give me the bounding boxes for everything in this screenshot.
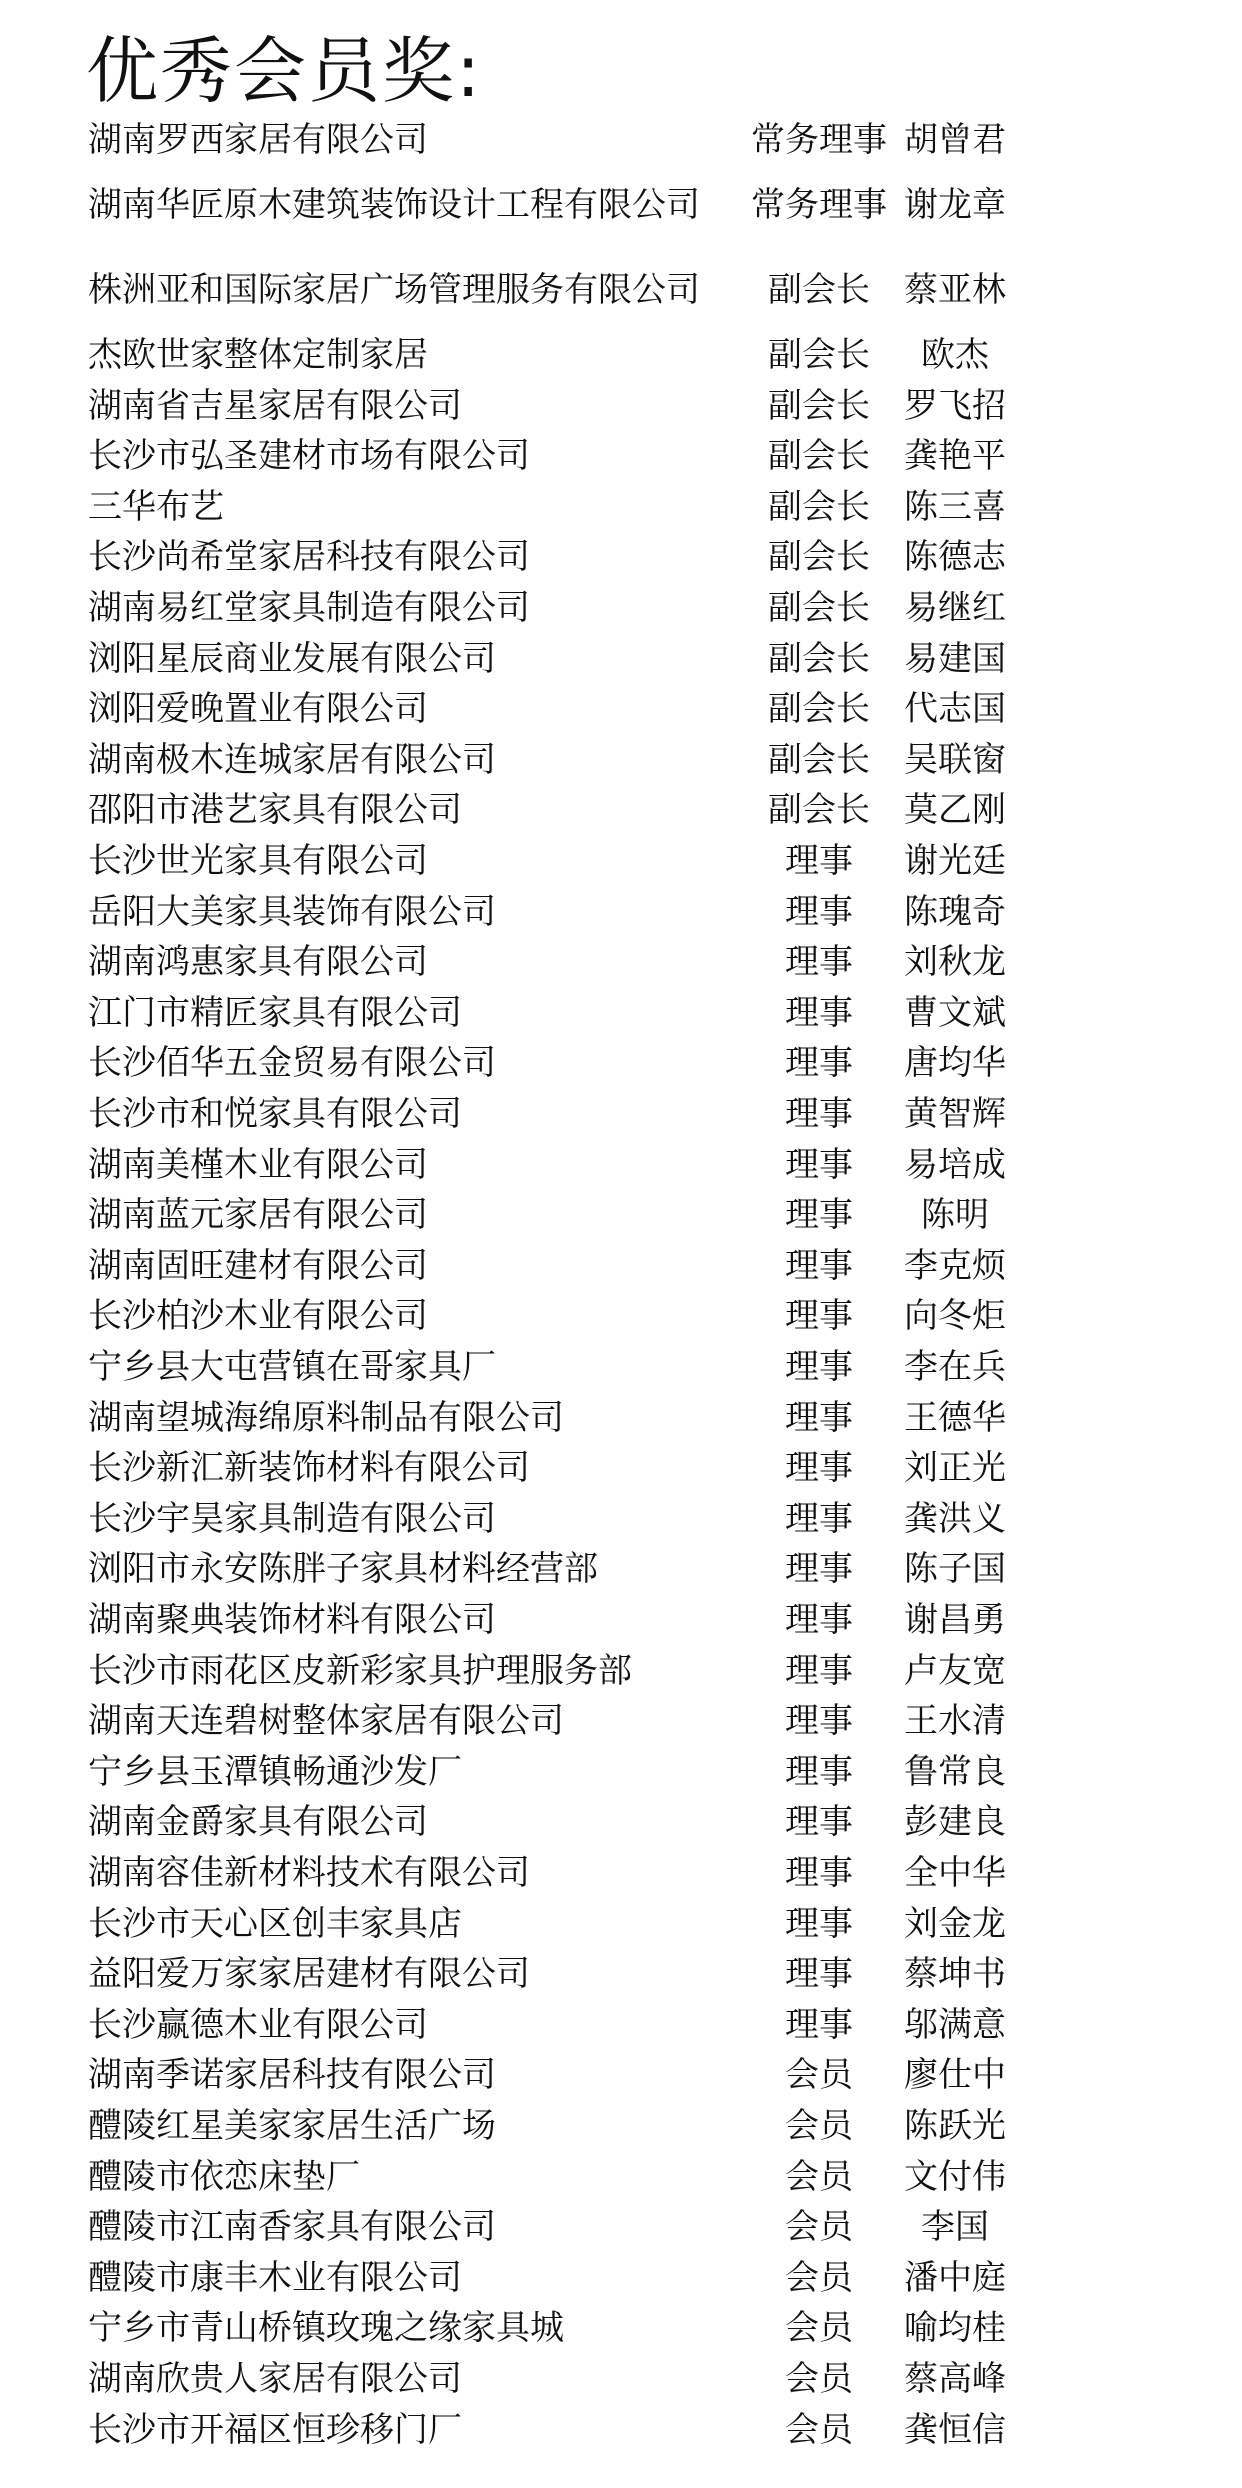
member-role: 理事 (785, 942, 853, 983)
member-role: 理事 (785, 1397, 853, 1438)
person-name: 龚恒信 (904, 2409, 1006, 2450)
company-name: 宁乡县玉潭镇畅通沙发厂 (88, 1751, 462, 1792)
person-name: 邬满意 (904, 2004, 1006, 2045)
person-name: 李国 (921, 2207, 989, 2248)
company-name: 宁乡县大屯营镇在哥家具厂 (88, 1347, 496, 1387)
person-name: 向冬炬 (904, 1296, 1006, 1337)
company-name: 长沙市天心区创丰家具店 (88, 1903, 462, 1944)
member-role: 理事 (785, 1600, 853, 1640)
person-name: 蔡亚林 (904, 270, 1006, 310)
member-row (0, 1443, 1242, 1493)
company-name: 醴陵红星美家家居生活广场 (88, 2106, 496, 2146)
member-row (0, 2303, 1242, 2353)
person-name: 潘中庭 (904, 2257, 1006, 2298)
person-name: 曹文斌 (904, 992, 1006, 1033)
member-role: 理事 (785, 1701, 853, 1742)
company-name: 湖南固旺建材有限公司 (88, 1245, 428, 1286)
person-name: 吴联窗 (904, 739, 1006, 780)
member-row (0, 937, 1242, 987)
company-name: 湖南望城海绵原料制品有限公司 (88, 1397, 564, 1438)
person-name: 易继红 (904, 588, 1006, 628)
member-row (0, 1393, 1242, 1443)
person-name: 唐均华 (904, 1043, 1006, 1084)
person-name: 谢昌勇 (904, 1600, 1006, 1640)
person-name: 陈子国 (904, 1549, 1006, 1590)
company-name: 长沙新汇新装饰材料有限公司 (88, 1448, 530, 1489)
member-row (0, 1696, 1242, 1746)
company-name: 醴陵市康丰木业有限公司 (88, 2257, 462, 2298)
member-row (0, 1899, 1242, 1949)
company-name: 长沙市弘圣建材市场有限公司 (88, 436, 530, 477)
member-role: 会员 (785, 2156, 853, 2197)
person-name: 全中华 (904, 1853, 1006, 1893)
member-role: 理事 (785, 1954, 853, 1995)
member-row (0, 2253, 1242, 2303)
member-row (0, 265, 1242, 315)
member-role: 会员 (785, 2257, 853, 2298)
company-name: 浏阳爱晚置业有限公司 (88, 689, 428, 730)
member-row (0, 1544, 1242, 1594)
member-role: 副会长 (768, 385, 870, 426)
member-role: 会员 (785, 2055, 853, 2096)
member-row (0, 2405, 1242, 2455)
company-name: 长沙赢德木业有限公司 (88, 2004, 428, 2045)
person-name: 易培成 (904, 1144, 1006, 1185)
member-row (0, 2000, 1242, 2050)
company-name: 湖南罗西家居有限公司 (88, 120, 428, 160)
member-row (0, 1747, 1242, 1797)
member-row (0, 1595, 1242, 1645)
company-name: 长沙市开福区恒珍移门厂 (88, 2409, 462, 2450)
company-name: 浏阳市永安陈胖子家具材料经营部 (88, 1549, 598, 1590)
company-name: 醴陵市依恋床垫厂 (88, 2156, 360, 2197)
person-name: 龚艳平 (904, 436, 1006, 477)
member-role: 常务理事 (751, 185, 887, 225)
member-row (0, 2101, 1242, 2151)
member-row (0, 1848, 1242, 1898)
person-name: 陈三喜 (904, 486, 1006, 527)
person-name: 蔡坤书 (904, 1954, 1006, 1995)
person-name: 谢光廷 (904, 841, 1006, 881)
member-row (0, 1797, 1242, 1847)
member-role: 理事 (785, 1448, 853, 1489)
person-name: 文付伟 (904, 2156, 1006, 2197)
member-role: 理事 (785, 1094, 853, 1134)
member-role: 理事 (785, 1195, 853, 1236)
member-row (0, 1646, 1242, 1696)
member-row (0, 988, 1242, 1038)
member-role: 理事 (785, 1751, 853, 1792)
member-role: 会员 (785, 2207, 853, 2248)
member-row (0, 1089, 1242, 1139)
member-role: 理事 (785, 891, 853, 932)
member-role: 理事 (785, 1296, 853, 1337)
person-name: 罗飞招 (904, 385, 1006, 426)
member-row (0, 836, 1242, 886)
person-name: 黄智辉 (904, 1094, 1006, 1134)
member-row (0, 180, 1242, 230)
member-role: 理事 (785, 1853, 853, 1893)
company-name: 湖南省吉星家居有限公司 (88, 385, 462, 426)
member-role: 理事 (785, 1802, 853, 1843)
member-role: 理事 (785, 1549, 853, 1590)
member-role: 理事 (785, 1144, 853, 1185)
company-name: 醴陵市江南香家具有限公司 (88, 2207, 496, 2248)
member-role: 会员 (785, 2106, 853, 2146)
company-name: 湖南极木连城家居有限公司 (88, 739, 496, 780)
member-role: 理事 (785, 992, 853, 1033)
member-row (0, 115, 1242, 165)
member-role: 副会长 (768, 335, 870, 375)
company-name: 长沙尚希堂家居科技有限公司 (88, 537, 530, 578)
member-row (0, 634, 1242, 684)
person-name: 代志国 (904, 689, 1006, 730)
member-row (0, 583, 1242, 633)
member-role: 会员 (785, 2308, 853, 2349)
member-row (0, 2152, 1242, 2202)
company-name: 湖南鸿惠家具有限公司 (88, 942, 428, 983)
member-row (0, 482, 1242, 532)
company-name: 湖南欣贵人家居有限公司 (88, 2359, 462, 2399)
member-row (0, 1494, 1242, 1544)
member-row (0, 1140, 1242, 1190)
company-name: 湖南美槿木业有限公司 (88, 1144, 428, 1185)
member-row (0, 532, 1242, 582)
member-role: 副会长 (768, 486, 870, 527)
person-name: 李在兵 (904, 1347, 1006, 1387)
member-role: 副会长 (768, 790, 870, 831)
member-row (0, 1291, 1242, 1341)
member-role: 理事 (785, 1903, 853, 1944)
person-name: 王德华 (904, 1397, 1006, 1438)
member-role: 副会长 (768, 270, 870, 310)
member-role: 副会长 (768, 588, 870, 628)
member-role: 副会长 (768, 739, 870, 780)
company-name: 湖南聚典装饰材料有限公司 (88, 1600, 496, 1640)
member-role: 理事 (785, 1650, 853, 1691)
person-name: 易建国 (904, 638, 1006, 679)
member-role: 副会长 (768, 537, 870, 578)
company-name: 湖南容佳新材料技术有限公司 (88, 1853, 530, 1893)
member-row (0, 431, 1242, 481)
person-name: 陈跃光 (904, 2106, 1006, 2146)
company-name: 益阳爱万家家居建材有限公司 (88, 1954, 530, 1995)
company-name: 长沙市和悦家具有限公司 (88, 1094, 462, 1134)
member-role: 理事 (785, 1245, 853, 1286)
person-name: 胡曾君 (904, 120, 1006, 160)
company-name: 长沙佰华五金贸易有限公司 (88, 1043, 496, 1084)
person-name: 陈瑰奇 (904, 891, 1006, 932)
company-name: 株洲亚和国际家居广场管理服务有限公司 (88, 270, 700, 310)
company-name: 浏阳星辰商业发展有限公司 (88, 638, 496, 679)
company-name: 长沙世光家具有限公司 (88, 841, 428, 881)
person-name: 刘金龙 (904, 1903, 1006, 1944)
member-row (0, 887, 1242, 937)
member-row (0, 684, 1242, 734)
member-role: 副会长 (768, 638, 870, 679)
person-name: 李克烦 (904, 1245, 1006, 1286)
person-name: 陈德志 (904, 537, 1006, 578)
person-name: 王水清 (904, 1701, 1006, 1742)
member-row (0, 1241, 1242, 1291)
member-role: 会员 (785, 2359, 853, 2399)
member-role: 理事 (785, 841, 853, 881)
company-name: 江门市精匠家具有限公司 (88, 992, 462, 1033)
member-row (0, 2202, 1242, 2252)
person-name: 刘正光 (904, 1448, 1006, 1489)
member-role: 理事 (785, 1347, 853, 1387)
person-name: 彭建良 (904, 1802, 1006, 1843)
company-name: 邵阳市港艺家具有限公司 (88, 790, 462, 831)
company-name: 三华布艺 (88, 486, 224, 527)
person-name: 卢友宽 (904, 1650, 1006, 1691)
person-name: 鲁常良 (904, 1751, 1006, 1792)
company-name: 湖南金爵家具有限公司 (88, 1802, 428, 1843)
page-title: 优秀会员奖: (86, 29, 483, 113)
member-row (0, 1342, 1242, 1392)
member-role: 理事 (785, 1043, 853, 1084)
member-row (0, 735, 1242, 785)
member-row (0, 330, 1242, 380)
company-name: 宁乡市青山桥镇玫瑰之缘家具城 (88, 2308, 564, 2349)
member-role: 副会长 (768, 689, 870, 730)
member-row (0, 381, 1242, 431)
person-name: 莫乙刚 (904, 790, 1006, 831)
member-row (0, 2050, 1242, 2100)
company-name: 湖南季诺家居科技有限公司 (88, 2055, 496, 2096)
person-name: 陈明 (921, 1195, 989, 1236)
member-role: 常务理事 (751, 120, 887, 160)
member-role: 副会长 (768, 436, 870, 477)
person-name: 蔡高峰 (904, 2359, 1006, 2399)
person-name: 欧杰 (921, 335, 989, 375)
company-name: 湖南天连碧树整体家居有限公司 (88, 1701, 564, 1742)
person-name: 龚洪义 (904, 1498, 1006, 1539)
person-name: 刘秋龙 (904, 942, 1006, 983)
member-row (0, 785, 1242, 835)
member-role: 理事 (785, 1498, 853, 1539)
company-name: 湖南易红堂家具制造有限公司 (88, 588, 530, 628)
member-row (0, 1949, 1242, 1999)
member-row (0, 1190, 1242, 1240)
company-name: 岳阳大美家具装饰有限公司 (88, 891, 496, 932)
company-name: 长沙柏沙木业有限公司 (88, 1296, 428, 1337)
member-row (0, 1038, 1242, 1088)
member-role: 会员 (785, 2409, 853, 2450)
company-name: 长沙市雨花区皮新彩家具护理服务部 (88, 1650, 632, 1691)
person-name: 喻均桂 (904, 2308, 1006, 2349)
company-name: 湖南华匠原木建筑装饰设计工程有限公司 (88, 185, 700, 225)
company-name: 杰欧世家整体定制家居 (88, 335, 428, 375)
person-name: 谢龙章 (904, 185, 1006, 225)
member-role: 理事 (785, 2004, 853, 2045)
company-name: 长沙宇昊家具制造有限公司 (88, 1498, 496, 1539)
company-name: 湖南蓝元家居有限公司 (88, 1195, 428, 1236)
member-row (0, 2354, 1242, 2404)
person-name: 廖仕中 (904, 2055, 1006, 2096)
